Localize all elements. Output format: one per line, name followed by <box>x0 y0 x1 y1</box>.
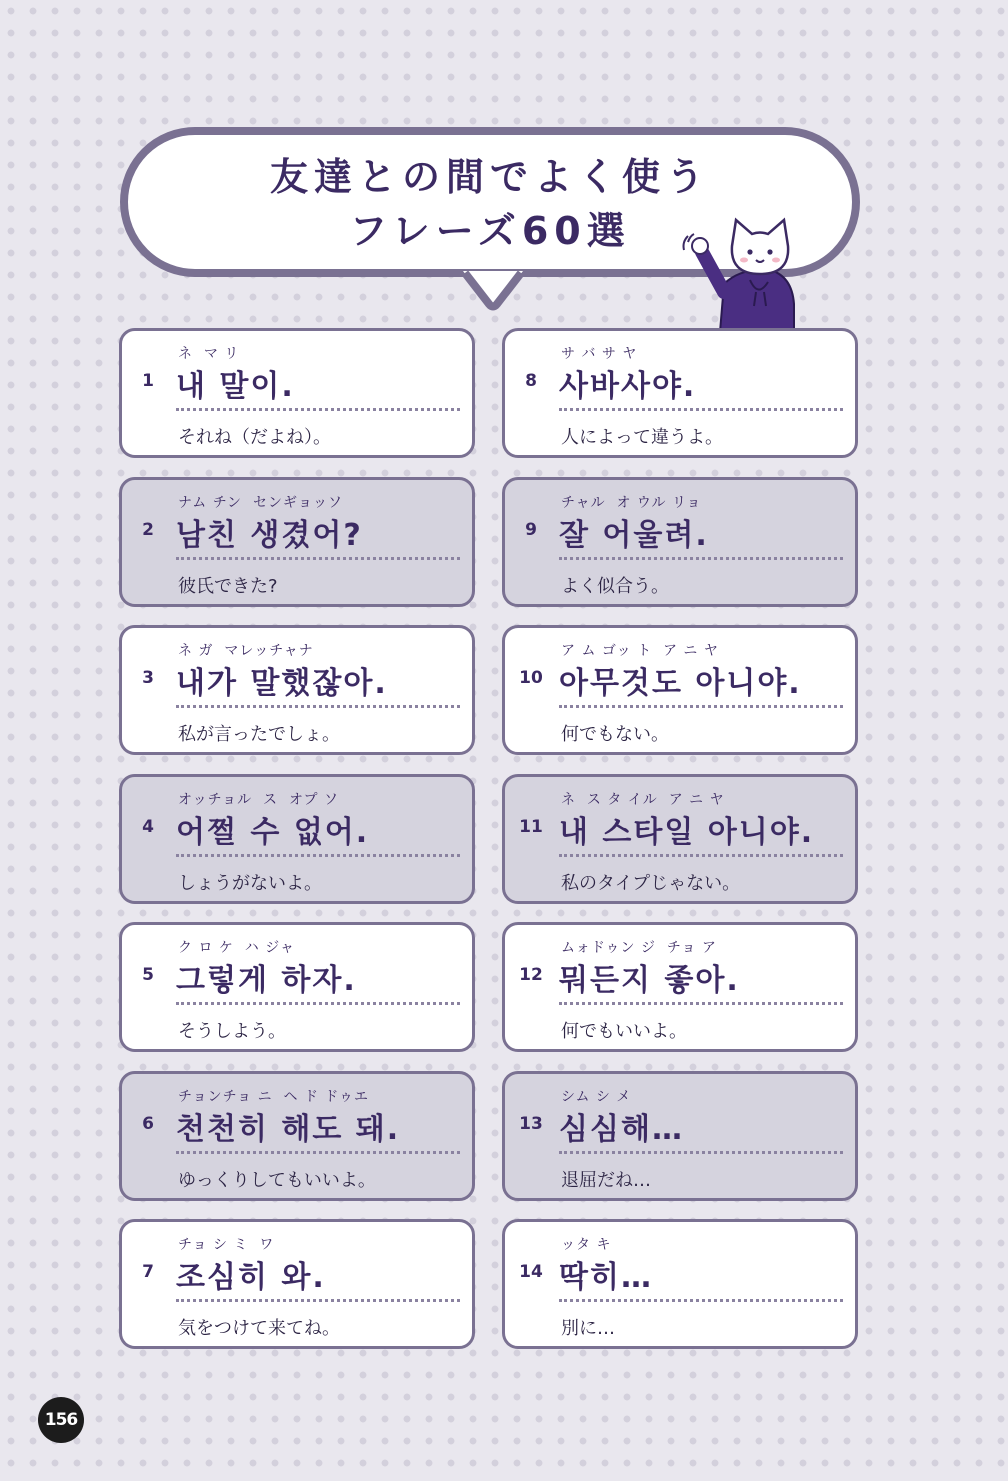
phrase-card <box>502 774 858 904</box>
phrase-translation: 彼氏できた? <box>178 575 278 597</box>
page-number: 156 <box>38 1397 84 1443</box>
phrase-card <box>119 625 475 755</box>
phrase-reading: チョ シ ミ ワ <box>178 1237 275 1253</box>
phrase-korean: 딱히… <box>559 1260 653 1295</box>
phrase-number: 2 <box>142 519 154 540</box>
phrase-korean: 심심해… <box>559 1111 684 1147</box>
dotted-divider <box>559 1299 843 1302</box>
phrase-reading: シム シ メ <box>561 1088 632 1105</box>
phrase-number: 13 <box>519 1113 543 1134</box>
phrase-translation: 私が言ったでしょ。 <box>178 724 340 745</box>
phrase-card <box>119 1219 475 1349</box>
phrase-translation: そうしよう。 <box>178 1021 286 1042</box>
phrase-korean: 사바사야. <box>559 369 697 404</box>
phrase-number: 4 <box>142 816 154 837</box>
phrase-number: 11 <box>519 816 543 837</box>
phrase-reading: ムォドゥン ジ チョ ア <box>561 940 717 956</box>
phrase-translation: 人によって違うよ。 <box>561 427 723 448</box>
dotted-divider <box>559 854 843 857</box>
phrase-reading: ネ マ リ <box>178 346 240 362</box>
dotted-divider <box>176 854 460 857</box>
dotted-divider <box>559 557 843 560</box>
phrase-translation: 何でもない。 <box>561 724 669 745</box>
phrase-reading: ク ロ ケ ハ ジャ <box>178 940 295 956</box>
phrase-reading: チャル オ ウル リョ <box>561 494 702 511</box>
phrase-translation: 別に… <box>561 1318 615 1339</box>
phrase-card <box>119 477 475 607</box>
phrase-translation: 気をつけて来てね。 <box>178 1318 340 1339</box>
phrase-reading: ナム チン センギョッソ <box>178 494 343 511</box>
phrase-number: 9 <box>525 519 537 540</box>
phrase-card <box>502 477 858 607</box>
phrase-korean: 뭐든지 좋아. <box>559 963 740 998</box>
dotted-divider <box>176 705 460 708</box>
phrase-reading: ネ ス タ イル ア ニ ヤ <box>561 791 725 808</box>
phrase-korean: 남친 생겼어? <box>176 517 363 553</box>
phrase-korean: 어쩔 수 없어. <box>176 814 370 850</box>
phrase-card <box>502 1219 858 1349</box>
phrase-card <box>119 328 475 458</box>
phrase-card <box>502 625 858 755</box>
phrase-card <box>119 922 475 1052</box>
phrase-reading: サ バ サ ヤ <box>561 346 638 362</box>
phrase-reading: チョンチョ ニ ヘ ド ドゥエ <box>178 1088 370 1105</box>
speech-bubble-tail <box>463 265 523 311</box>
phrase-korean: 아무것도 아니야. <box>559 666 802 701</box>
phrase-translation: しょうがないよ。 <box>178 872 322 894</box>
phrase-number: 3 <box>142 668 154 688</box>
title-line-1: 友達との間でよく使う <box>269 155 710 199</box>
phrase-translation: よく似合う。 <box>561 575 669 597</box>
phrase-number: 6 <box>142 1113 154 1134</box>
phrase-number: 7 <box>142 1262 154 1282</box>
phrase-number: 1 <box>142 371 154 391</box>
phrase-card <box>502 1071 858 1201</box>
dotted-divider <box>176 557 460 560</box>
phrase-translation: 私のタイプじゃない。 <box>561 872 741 894</box>
phrase-korean: 잘 어울려. <box>559 517 709 553</box>
dotted-divider <box>559 1002 843 1005</box>
phrase-korean: 내 말이. <box>176 369 295 404</box>
dotted-divider <box>176 1151 460 1154</box>
phrase-reading: オッチョル ス オプ ソ <box>178 791 339 808</box>
phrase-number: 10 <box>519 668 543 688</box>
phrase-korean: 천천히 해도 돼. <box>176 1111 401 1147</box>
phrase-number: 12 <box>519 965 543 985</box>
phrase-number: 14 <box>519 1262 543 1282</box>
phrase-korean: 내가 말했잖아. <box>176 666 388 701</box>
phrase-card <box>119 1071 475 1201</box>
phrase-translation: 何でもいいよ。 <box>561 1021 687 1042</box>
phrase-number: 8 <box>525 371 537 391</box>
phrase-translation: ゆっくりしてもいいよ。 <box>178 1169 376 1191</box>
dotted-divider <box>176 408 460 411</box>
dotted-divider <box>559 705 843 708</box>
phrase-number: 5 <box>142 965 154 985</box>
phrase-translation: 退屈だね… <box>561 1169 651 1191</box>
dotted-divider <box>559 408 843 411</box>
phrase-translation: それね（だよね）。 <box>178 427 331 448</box>
phrase-reading: ア ム ゴッ ト ア ニ ヤ <box>561 643 719 659</box>
phrase-korean: 조심히 와. <box>176 1260 326 1295</box>
phrase-card <box>502 922 858 1052</box>
dotted-divider <box>176 1002 460 1005</box>
phrase-reading: ネ ガ マレッチャナ <box>178 643 314 659</box>
phrase-card <box>502 328 858 458</box>
phrase-reading: ッタ キ <box>561 1237 612 1253</box>
phrase-card <box>119 774 475 904</box>
title-line-2: フレーズ60選 <box>349 209 631 253</box>
dotted-divider <box>559 1151 843 1154</box>
dotted-divider <box>176 1299 460 1302</box>
phrase-korean: 내 스타일 아니야. <box>559 814 815 850</box>
waving-cat-illustration <box>680 212 806 332</box>
phrase-korean: 그렇게 하자. <box>176 963 357 998</box>
